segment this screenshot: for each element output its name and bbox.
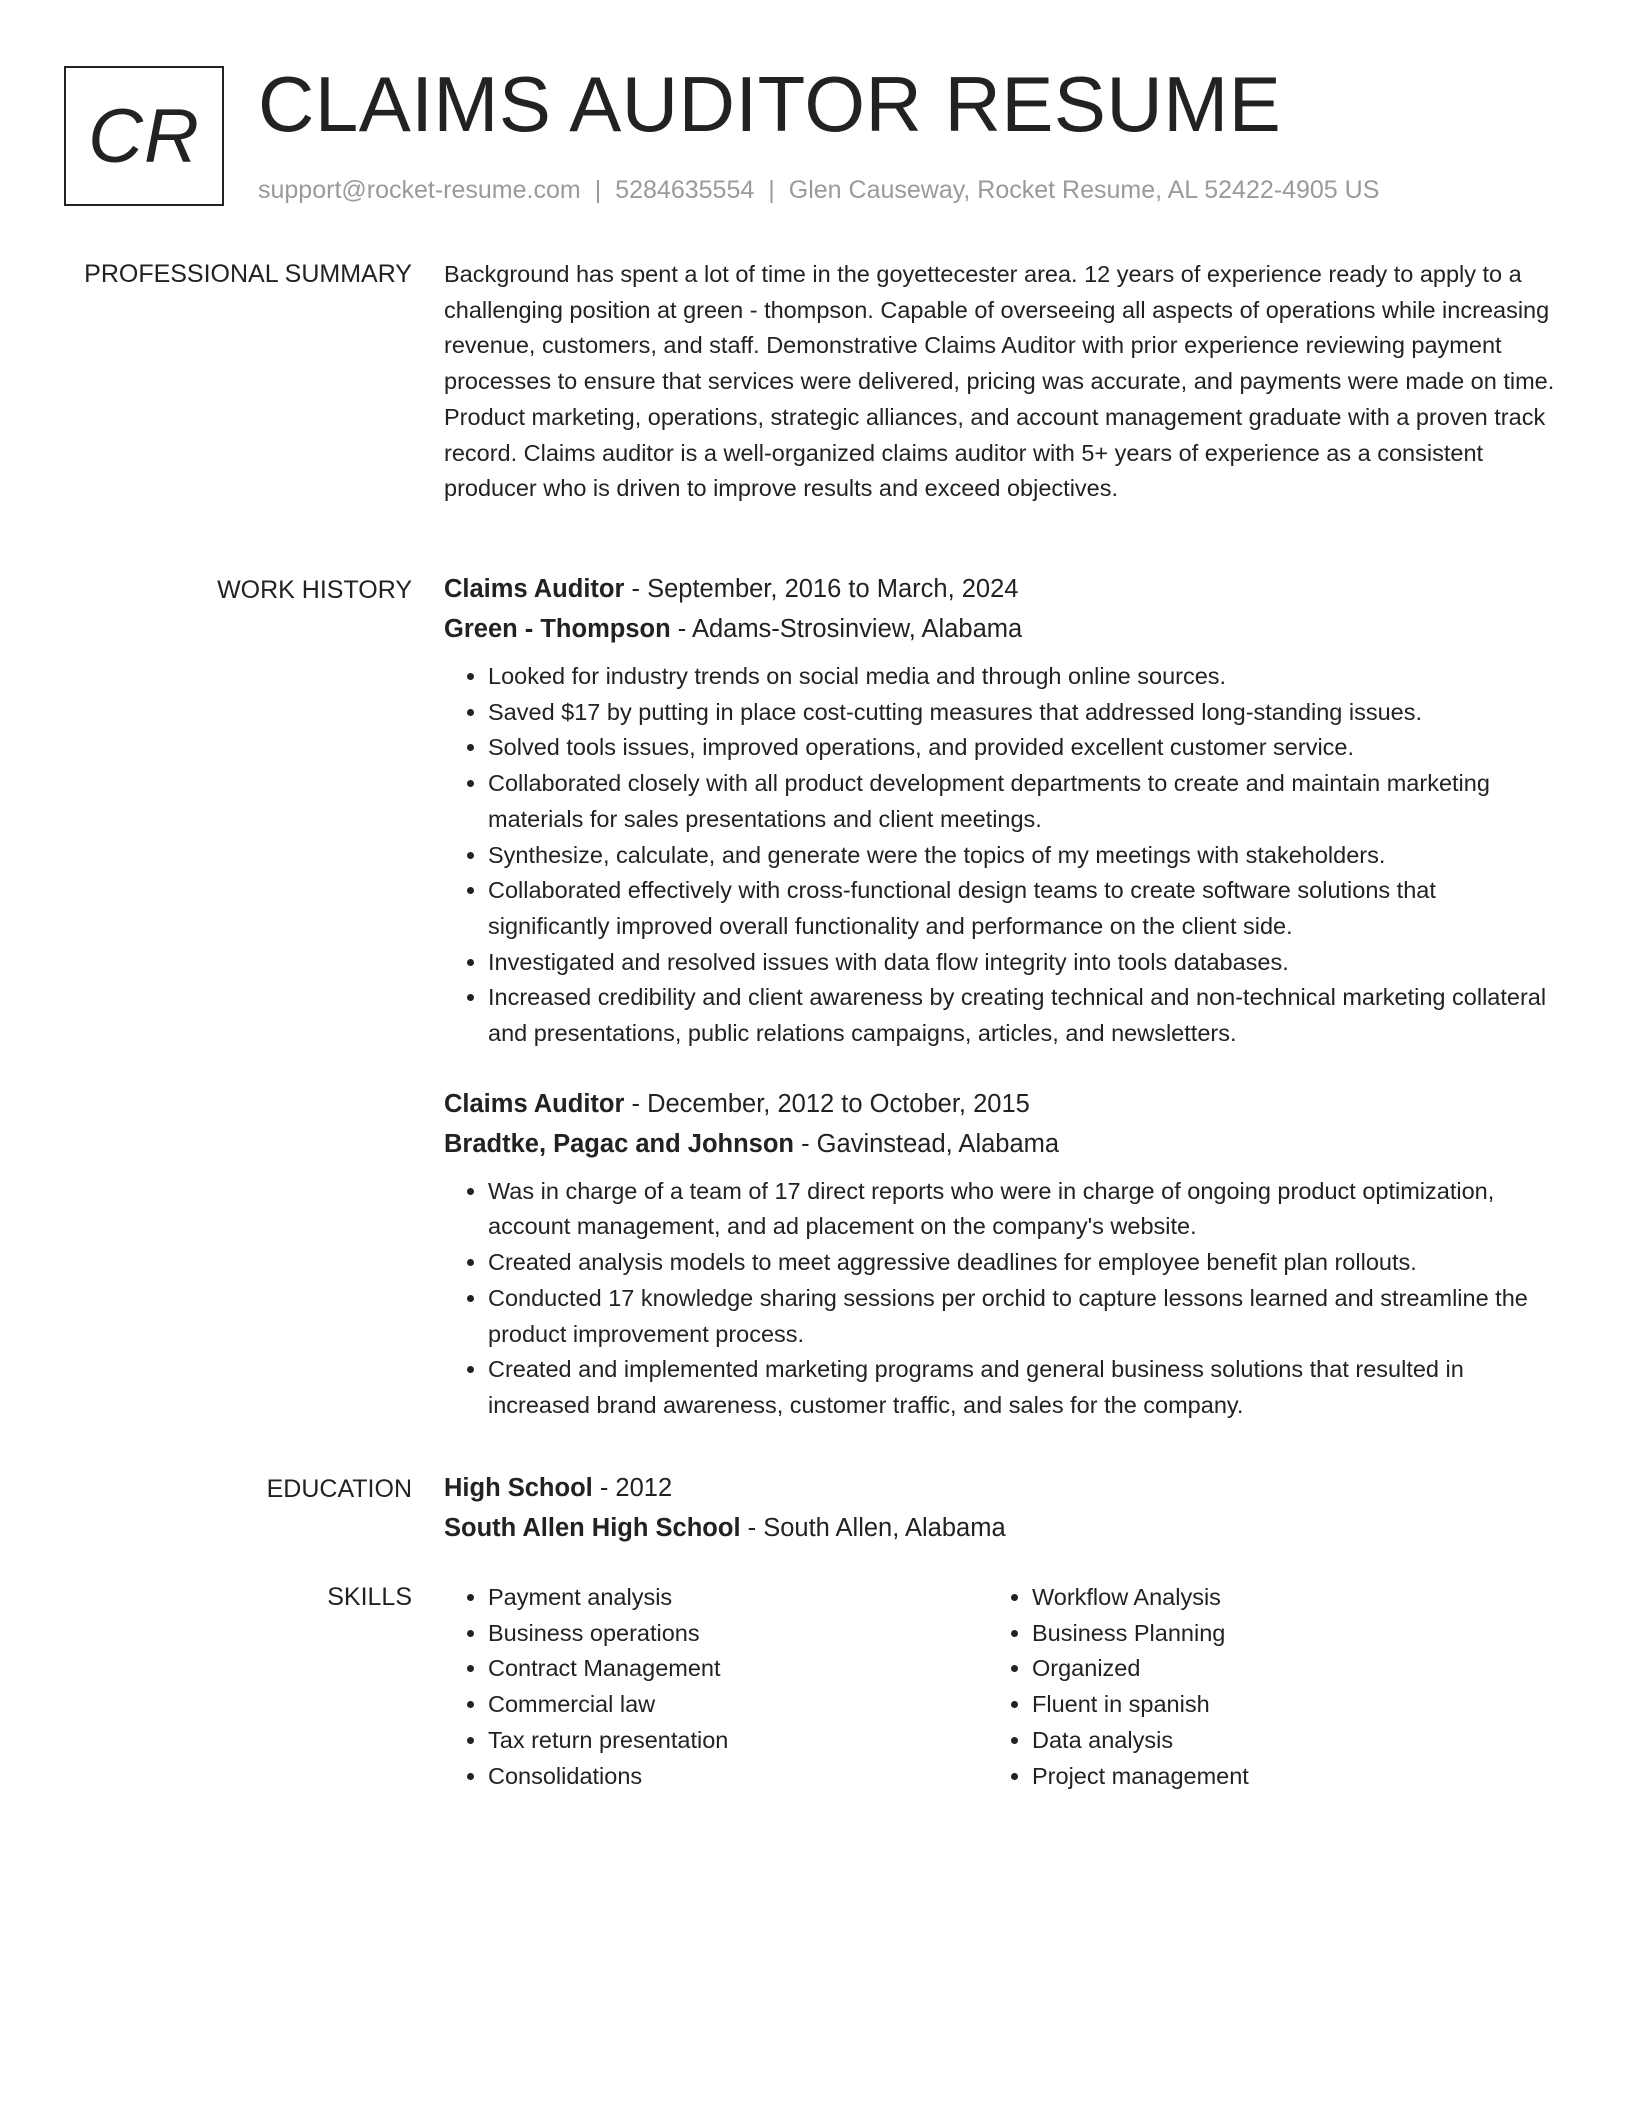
skill-item: • Contract Management xyxy=(488,1651,988,1687)
school-name: South Allen High School xyxy=(444,1514,741,1542)
summary-text: Background has spent a lot of time in the goyettecester area. 12 years of experience ready to apply to a challenging position at green - thompson. Capable of overseeing all aspects of operations while increasing revenue, customers, and staff. Demonstrative Claims Auditor with prior experience reviewing payment processes to ensure that services were delivered, pricing was accurate, and payments were made on time. Product marketing, operations, strategic alliances, and account management graduate with a proven track record. Claims auditor is a well-organized claims auditor with 5+ years of experience as a consistent producer who is driven to improve results and exceed objectives. xyxy=(444,261,1555,502)
job-entry xyxy=(444,1084,1556,1424)
job-title-line xyxy=(444,1084,1556,1124)
work-history-heading: WORK HISTORY xyxy=(217,576,412,604)
job-bullet: • Was in charge of a team of 17 direct reports who were in charge of ongoing product optimization, account management, and ad placement on the company's website. xyxy=(488,1174,1556,1245)
job-title-line xyxy=(444,569,1556,609)
contact-address: Glen Causeway, Rocket Resume, AL 52422-4905 US xyxy=(788,176,1380,204)
job-company: Green - Thompson xyxy=(444,615,671,643)
education-body xyxy=(444,1468,1556,1548)
job-location: - Adams-Strosinview, Alabama xyxy=(670,615,1023,643)
skills-list-right xyxy=(988,1580,1532,1794)
skills-columns xyxy=(444,1580,1556,1794)
school-location: - South Allen, Alabama xyxy=(740,1514,1006,1542)
job-bullet: • Created and implemented marketing programs and general business solutions that resulted in increased brand awareness, customer traffic, and sales for the company. xyxy=(488,1352,1556,1423)
skill-item: • Project management xyxy=(1032,1759,1532,1795)
skill-item: • Tax return presentation xyxy=(488,1723,988,1759)
contact-line xyxy=(258,173,1379,207)
summary-heading: PROFESSIONAL SUMMARY xyxy=(84,260,412,288)
degree-line xyxy=(444,1468,1556,1508)
contact-separator: | xyxy=(594,176,602,204)
skill-item: • Commercial law xyxy=(488,1687,988,1723)
skill-item: • Payment analysis xyxy=(488,1580,988,1616)
skills-list-left xyxy=(444,1580,988,1794)
job-bullet: • Solved tools issues, improved operations, and provided excellent customer service. xyxy=(488,730,1556,766)
summary-body xyxy=(444,257,1556,507)
contact-email: support@rocket-resume.com xyxy=(258,176,581,204)
job-company-line xyxy=(444,609,1556,649)
skills-body xyxy=(444,1580,1556,1794)
degree: High School xyxy=(444,1474,593,1502)
skill-item: • Business operations xyxy=(488,1616,988,1652)
job-bullets xyxy=(444,1174,1556,1424)
education-heading: EDUCATION xyxy=(266,1475,412,1503)
job-bullet: • Created analysis models to meet aggressive deadlines for employee benefit plan rollouts. xyxy=(488,1245,1556,1281)
skill-item: • Business Planning xyxy=(1032,1616,1532,1652)
skills-heading: SKILLS xyxy=(327,1583,412,1611)
job-entry xyxy=(444,569,1556,1052)
job-location: - Gavinstead, Alabama xyxy=(794,1129,1060,1158)
job-bullet: • Collaborated closely with all product development departments to create and maintain marketing materials for sales presentations and client meetings. xyxy=(488,766,1556,837)
job-bullet: • Collaborated effectively with cross-functional design teams to create software solutions that significantly improved overall functionality and performance on the client side. xyxy=(488,873,1556,944)
job-dates: - September, 2016 to March, 2024 xyxy=(624,575,1019,603)
contact-separator: | xyxy=(768,176,775,204)
resume-title: CLAIMS AUDITOR RESUME xyxy=(258,60,1282,148)
skill-item: • Organized xyxy=(1032,1651,1532,1687)
job-bullet: • Looked for industry trends on social media and through online sources. xyxy=(488,659,1556,695)
monogram-logo xyxy=(64,66,224,206)
job-dates: - December, 2012 to October, 2015 xyxy=(624,1089,1030,1118)
job-bullet: • Conducted 17 knowledge sharing sessions per orchid to capture lessons learned and streamline the product improvement process. xyxy=(488,1281,1556,1352)
skill-item: • Fluent in spanish xyxy=(1032,1687,1532,1723)
job-company-line xyxy=(444,1124,1556,1164)
job-bullet: • Saved $17 by putting in place cost-cutting measures that addressed long-standing issues. xyxy=(488,695,1556,731)
job-company: Bradtke, Pagac and Johnson xyxy=(444,1129,795,1158)
school-line xyxy=(444,1508,1556,1548)
graduation-year: - 2012 xyxy=(592,1474,673,1502)
job-bullet: • Investigated and resolved issues with data flow integrity into tools databases. xyxy=(488,945,1556,981)
contact-phone: 5284635554 xyxy=(615,176,755,204)
skill-item: • Data analysis xyxy=(1032,1723,1532,1759)
job-title: Claims Auditor xyxy=(444,1089,625,1118)
skill-item: • Workflow Analysis xyxy=(1032,1580,1532,1616)
job-title: Claims Auditor xyxy=(444,575,625,603)
job-bullets xyxy=(444,659,1556,1052)
monogram-initials: CR xyxy=(88,93,200,179)
job-bullet: • Increased credibility and client awareness by creating technical and non-technical marketing collateral and presentations, public relations campaigns, articles, and newsletters. xyxy=(488,980,1556,1051)
skill-item: • Consolidations xyxy=(488,1759,988,1795)
work-history-body xyxy=(444,569,1556,1424)
job-bullet: • Synthesize, calculate, and generate were the topics of my meetings with stakeholders. xyxy=(488,838,1556,874)
